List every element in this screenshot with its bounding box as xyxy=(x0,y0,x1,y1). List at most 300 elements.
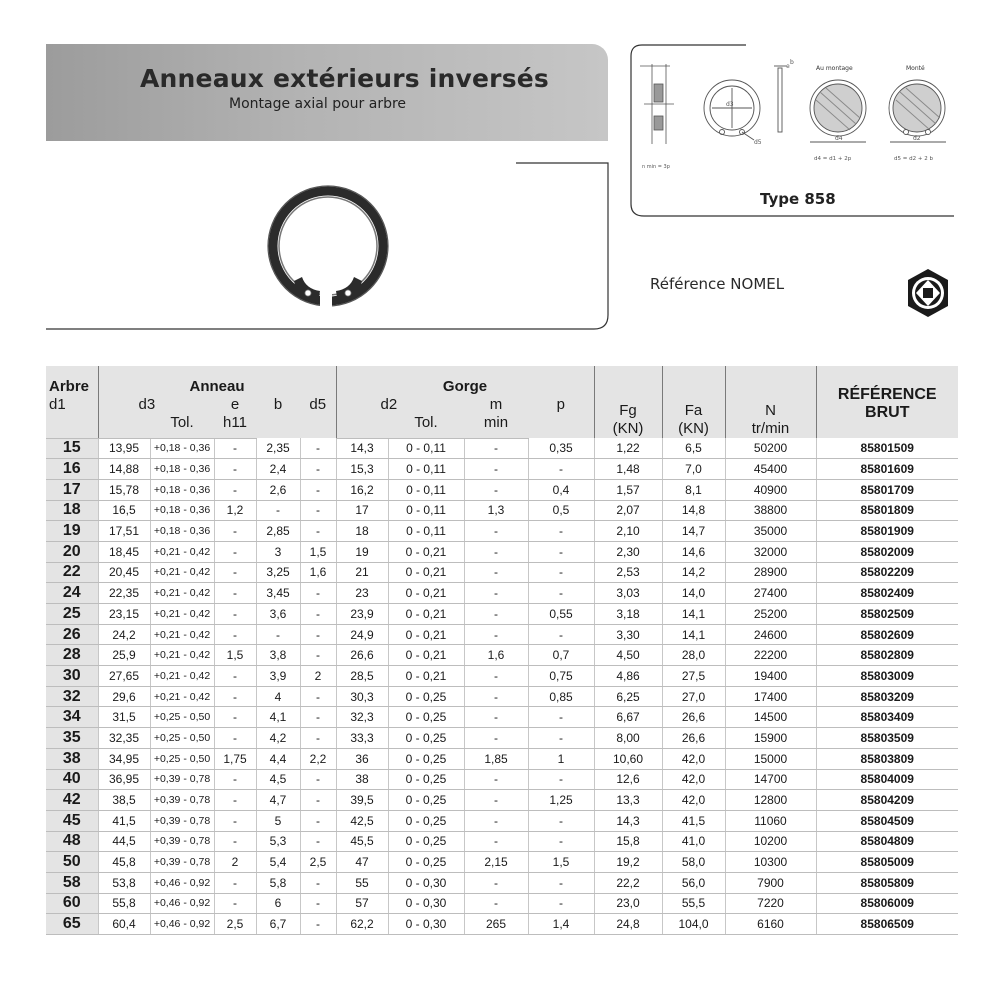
cell-arbre-d1: 58 xyxy=(46,872,98,893)
cell-m: - xyxy=(464,810,528,831)
cell-fg: 23,0 xyxy=(594,893,662,914)
table-row xyxy=(46,790,958,811)
cell-reference: 85805809 xyxy=(816,872,958,893)
table-row xyxy=(46,521,958,542)
cell-d3-tol: +0,18 - 0,36 xyxy=(150,521,214,542)
cell-e: 2 xyxy=(214,852,256,873)
cell-m: - xyxy=(464,624,528,645)
cell-d5: - xyxy=(300,831,336,852)
label-e: e xyxy=(786,63,790,70)
cell-e: 2,5 xyxy=(214,914,256,935)
header-fa xyxy=(662,366,725,438)
header-min: min xyxy=(464,414,528,438)
table-row xyxy=(46,769,958,790)
cell-b: 4,1 xyxy=(256,707,300,728)
cell-d3: 31,5 xyxy=(98,707,150,728)
cell-fg: 3,03 xyxy=(594,583,662,604)
header-b: b xyxy=(256,396,300,438)
cell-reference: 85801509 xyxy=(816,438,958,459)
cell-m: - xyxy=(464,583,528,604)
cell-fg: 12,6 xyxy=(594,769,662,790)
cell-d3: 38,5 xyxy=(98,790,150,811)
header-ref-line1: RÉFÉRENCE xyxy=(837,386,937,403)
header-d1: d1 xyxy=(46,396,98,414)
cell-arbre-d1: 15 xyxy=(46,438,98,459)
cell-d5: - xyxy=(300,707,336,728)
cell-b: 4,2 xyxy=(256,728,300,749)
cell-d5: - xyxy=(300,686,336,707)
cell-n: 38800 xyxy=(725,500,816,521)
cell-d2: 23,9 xyxy=(336,604,388,625)
cell-m: - xyxy=(464,872,528,893)
cell-n: 15000 xyxy=(725,748,816,769)
cell-e: - xyxy=(214,459,256,480)
cell-n: 7900 xyxy=(725,872,816,893)
cell-d3-tol: +0,21 - 0,42 xyxy=(150,562,214,583)
table-row xyxy=(46,438,958,459)
cell-b: 3,25 xyxy=(256,562,300,583)
cell-p: - xyxy=(528,707,594,728)
cell-n: 11060 xyxy=(725,810,816,831)
cell-reference: 85802409 xyxy=(816,583,958,604)
cell-d5: - xyxy=(300,645,336,666)
cell-e: - xyxy=(214,790,256,811)
header-fg-label: Fg xyxy=(619,402,637,419)
cell-d3: 44,5 xyxy=(98,831,150,852)
header-ref-line2: BRUT xyxy=(865,404,910,421)
cell-arbre-d1: 48 xyxy=(46,831,98,852)
cell-d2: 18 xyxy=(336,521,388,542)
cell-d3-tol: +0,39 - 0,78 xyxy=(150,790,214,811)
cell-e: 1,5 xyxy=(214,645,256,666)
cell-d3-tol: +0,46 - 0,92 xyxy=(150,893,214,914)
cell-n: 24600 xyxy=(725,624,816,645)
cell-fa: 55,5 xyxy=(662,893,725,914)
header-empty xyxy=(46,414,98,438)
cell-b: 5 xyxy=(256,810,300,831)
table-row xyxy=(46,810,958,831)
label-d5: d5 xyxy=(754,139,762,146)
cell-fg: 8,00 xyxy=(594,728,662,749)
cell-fa: 27,5 xyxy=(662,666,725,687)
table-row xyxy=(46,645,958,666)
cell-d3: 60,4 xyxy=(98,914,150,935)
cell-n: 32000 xyxy=(725,541,816,562)
cell-d5: 2 xyxy=(300,666,336,687)
table-row xyxy=(46,583,958,604)
cell-n: 22200 xyxy=(725,645,816,666)
cell-d2-tol: 0 - 0,11 xyxy=(388,479,464,500)
cell-d2-tol: 0 - 0,25 xyxy=(388,748,464,769)
cell-n: 14700 xyxy=(725,769,816,790)
formula-d5: d5 = d2 + 2 b xyxy=(894,156,933,162)
cell-d2: 39,5 xyxy=(336,790,388,811)
cell-b: 2,85 xyxy=(256,521,300,542)
assembly-drawing xyxy=(810,80,866,142)
label-b: b xyxy=(790,59,794,66)
cell-m: - xyxy=(464,790,528,811)
cell-d2: 42,5 xyxy=(336,810,388,831)
cell-d3-tol: +0,21 - 0,42 xyxy=(150,583,214,604)
cell-d3: 15,78 xyxy=(98,479,150,500)
cell-d5: - xyxy=(300,459,336,480)
ring-side-view-drawing xyxy=(774,66,786,132)
cell-d5: - xyxy=(300,604,336,625)
cell-fg: 1,48 xyxy=(594,459,662,480)
cell-arbre-d1: 28 xyxy=(46,645,98,666)
cell-e: - xyxy=(214,604,256,625)
cell-fa: 28,0 xyxy=(662,645,725,666)
cell-b: 5,8 xyxy=(256,872,300,893)
cell-d2: 26,6 xyxy=(336,645,388,666)
cell-arbre-d1: 38 xyxy=(46,748,98,769)
cell-d3: 24,2 xyxy=(98,624,150,645)
cell-fa: 14,0 xyxy=(662,583,725,604)
cell-d2: 23 xyxy=(336,583,388,604)
cell-e: - xyxy=(214,872,256,893)
cell-fg: 10,60 xyxy=(594,748,662,769)
cell-n: 10200 xyxy=(725,831,816,852)
header-n-unit: tr/min xyxy=(751,420,790,437)
cell-b: 5,4 xyxy=(256,852,300,873)
cell-d3: 23,15 xyxy=(98,604,150,625)
cell-arbre-d1: 65 xyxy=(46,914,98,935)
cell-d5: - xyxy=(300,893,336,914)
cell-arbre-d1: 50 xyxy=(46,852,98,873)
table-row xyxy=(46,686,958,707)
cell-fa: 14,1 xyxy=(662,604,725,625)
cell-fg: 13,3 xyxy=(594,790,662,811)
table-row xyxy=(46,707,958,728)
cell-p: 1 xyxy=(528,748,594,769)
cell-d2-tol: 0 - 0,21 xyxy=(388,624,464,645)
cell-reference: 85803409 xyxy=(816,707,958,728)
cell-d5: 1,5 xyxy=(300,541,336,562)
label-d4: d4 xyxy=(835,135,843,142)
cell-b: 5,3 xyxy=(256,831,300,852)
cell-e: - xyxy=(214,728,256,749)
cell-d3: 53,8 xyxy=(98,872,150,893)
cell-b: 3 xyxy=(256,541,300,562)
header-tol2: Tol. xyxy=(388,414,464,438)
cell-n: 50200 xyxy=(725,438,816,459)
cell-e: - xyxy=(214,541,256,562)
cell-d3-tol: +0,18 - 0,36 xyxy=(150,438,214,459)
cell-arbre-d1: 17 xyxy=(46,479,98,500)
header-p: p xyxy=(528,396,594,438)
cell-d5: - xyxy=(300,790,336,811)
cell-fg: 15,8 xyxy=(594,831,662,852)
header-fg xyxy=(594,366,662,438)
cell-fa: 26,6 xyxy=(662,707,725,728)
cell-d3-tol: +0,39 - 0,78 xyxy=(150,810,214,831)
header-d3: d3 xyxy=(98,396,214,414)
cell-d2: 57 xyxy=(336,893,388,914)
cell-b: 4,5 xyxy=(256,769,300,790)
cell-fg: 6,67 xyxy=(594,707,662,728)
cell-fg: 19,2 xyxy=(594,852,662,873)
cell-d5: - xyxy=(300,914,336,935)
cell-d5: - xyxy=(300,872,336,893)
cell-p: 0,5 xyxy=(528,500,594,521)
cell-d2-tol: 0 - 0,11 xyxy=(388,521,464,542)
cell-d3-tol: +0,18 - 0,36 xyxy=(150,459,214,480)
cell-n: 10300 xyxy=(725,852,816,873)
cell-fa: 41,0 xyxy=(662,831,725,852)
cell-d5: 2,2 xyxy=(300,748,336,769)
cell-d3: 36,95 xyxy=(98,769,150,790)
cell-p: 1,5 xyxy=(528,852,594,873)
cell-b: 6,7 xyxy=(256,914,300,935)
cell-fa: 8,1 xyxy=(662,479,725,500)
cell-reference: 85803509 xyxy=(816,728,958,749)
cell-d2-tol: 0 - 0,21 xyxy=(388,583,464,604)
cell-d2: 32,3 xyxy=(336,707,388,728)
table-row xyxy=(46,604,958,625)
table-row xyxy=(46,624,958,645)
cell-d3-tol: +0,25 - 0,50 xyxy=(150,748,214,769)
cell-d3: 20,45 xyxy=(98,562,150,583)
cell-d3-tol: +0,25 - 0,50 xyxy=(150,707,214,728)
cell-d3-tol: +0,21 - 0,42 xyxy=(150,541,214,562)
header-d2-blank xyxy=(336,414,388,438)
cell-fa: 27,0 xyxy=(662,686,725,707)
cell-m: - xyxy=(464,438,528,459)
cell-fa: 14,2 xyxy=(662,562,725,583)
cell-fa: 6,5 xyxy=(662,438,725,459)
header-d3-blank xyxy=(98,414,150,438)
cell-m: - xyxy=(464,769,528,790)
cell-b: 4,7 xyxy=(256,790,300,811)
cell-d3: 25,9 xyxy=(98,645,150,666)
header-tol: Tol. xyxy=(150,414,214,438)
cell-d2-tol: 0 - 0,25 xyxy=(388,852,464,873)
cell-reference: 85804809 xyxy=(816,831,958,852)
table-header xyxy=(46,366,958,438)
header-gorge: Gorge xyxy=(336,366,594,396)
cell-m: - xyxy=(464,707,528,728)
cell-d3: 32,35 xyxy=(98,728,150,749)
cell-p: - xyxy=(528,541,594,562)
cell-arbre-d1: 26 xyxy=(46,624,98,645)
cell-d2-tol: 0 - 0,25 xyxy=(388,686,464,707)
cell-p: - xyxy=(528,893,594,914)
cell-p: - xyxy=(528,624,594,645)
header-fa-label: Fa xyxy=(684,402,703,419)
table-row xyxy=(46,831,958,852)
cell-m: - xyxy=(464,604,528,625)
cell-n: 12800 xyxy=(725,790,816,811)
cell-e: - xyxy=(214,769,256,790)
cell-p: - xyxy=(528,583,594,604)
cell-reference: 85803809 xyxy=(816,748,958,769)
cell-arbre-d1: 22 xyxy=(46,562,98,583)
cell-reference: 85801709 xyxy=(816,479,958,500)
cell-d2-tol: 0 - 0,30 xyxy=(388,872,464,893)
cell-reference: 85802609 xyxy=(816,624,958,645)
cell-n: 28900 xyxy=(725,562,816,583)
cell-d5: - xyxy=(300,810,336,831)
cell-reference: 85803009 xyxy=(816,666,958,687)
cell-d3: 16,5 xyxy=(98,500,150,521)
cell-d3-tol: +0,39 - 0,78 xyxy=(150,769,214,790)
cell-n: 14500 xyxy=(725,707,816,728)
cross-section-drawing xyxy=(640,64,674,144)
page-title: Anneaux extérieurs inversés xyxy=(140,64,550,93)
cell-fa: 42,0 xyxy=(662,769,725,790)
header-d5: d5 xyxy=(300,396,336,438)
cell-b: 4 xyxy=(256,686,300,707)
cell-fg: 2,30 xyxy=(594,541,662,562)
cell-d5: - xyxy=(300,583,336,604)
cell-arbre-d1: 24 xyxy=(46,583,98,604)
cell-fa: 104,0 xyxy=(662,914,725,935)
header-n xyxy=(725,366,816,438)
cell-fg: 1,22 xyxy=(594,438,662,459)
cell-e: - xyxy=(214,666,256,687)
cell-d2: 36 xyxy=(336,748,388,769)
cell-b: 6 xyxy=(256,893,300,914)
cell-reference: 85805009 xyxy=(816,852,958,873)
cell-d3: 34,95 xyxy=(98,748,150,769)
cell-m: - xyxy=(464,521,528,542)
cell-d3-tol: +0,39 - 0,78 xyxy=(150,831,214,852)
cell-m: - xyxy=(464,686,528,707)
cell-d3-tol: +0,21 - 0,42 xyxy=(150,645,214,666)
cell-m: - xyxy=(464,666,528,687)
cell-e: - xyxy=(214,562,256,583)
cell-m: - xyxy=(464,479,528,500)
formula-min: n min = 3p xyxy=(642,164,670,170)
cell-fg: 6,25 xyxy=(594,686,662,707)
cell-d3: 29,6 xyxy=(98,686,150,707)
cell-p: 0,35 xyxy=(528,438,594,459)
label-d3: d3 xyxy=(726,101,734,108)
cell-m: - xyxy=(464,728,528,749)
cell-fa: 42,0 xyxy=(662,790,725,811)
cell-fg: 22,2 xyxy=(594,872,662,893)
cell-d3: 55,8 xyxy=(98,893,150,914)
reference-label: Référence NOMEL xyxy=(650,275,785,293)
cell-m: - xyxy=(464,831,528,852)
cell-p: - xyxy=(528,728,594,749)
table-row xyxy=(46,872,958,893)
cell-d3: 18,45 xyxy=(98,541,150,562)
cell-d3-tol: +0,46 - 0,92 xyxy=(150,872,214,893)
cell-m: 1,6 xyxy=(464,645,528,666)
cell-arbre-d1: 25 xyxy=(46,604,98,625)
cell-p: - xyxy=(528,562,594,583)
cell-p: 1,4 xyxy=(528,914,594,935)
cell-fg: 1,57 xyxy=(594,479,662,500)
cell-fg: 3,18 xyxy=(594,604,662,625)
cell-d3: 17,51 xyxy=(98,521,150,542)
cell-n: 19400 xyxy=(725,666,816,687)
cell-reference: 85801909 xyxy=(816,521,958,542)
cell-arbre-d1: 30 xyxy=(46,666,98,687)
cell-e: - xyxy=(214,893,256,914)
header-d2: d2 xyxy=(336,396,464,414)
cell-d3-tol: +0,18 - 0,36 xyxy=(150,500,214,521)
cell-b: 3,9 xyxy=(256,666,300,687)
cell-d2: 17 xyxy=(336,500,388,521)
page-subtitle: Montage axial pour arbre xyxy=(229,96,407,112)
cell-m: - xyxy=(464,459,528,480)
table-row xyxy=(46,728,958,749)
cell-e: - xyxy=(214,583,256,604)
cell-p: 0,55 xyxy=(528,604,594,625)
cell-m: - xyxy=(464,893,528,914)
cell-n: 25200 xyxy=(725,604,816,625)
cell-d2: 33,3 xyxy=(336,728,388,749)
cell-n: 15900 xyxy=(725,728,816,749)
cell-d3-tol: +0,46 - 0,92 xyxy=(150,914,214,935)
cell-e: - xyxy=(214,521,256,542)
cell-d5: - xyxy=(300,728,336,749)
label-monte: Monté xyxy=(906,65,925,72)
cell-d2-tol: 0 - 0,30 xyxy=(388,914,464,935)
cell-reference: 85804209 xyxy=(816,790,958,811)
table-row xyxy=(46,914,958,935)
cell-d2: 28,5 xyxy=(336,666,388,687)
cell-n: 7220 xyxy=(725,893,816,914)
cell-d2: 62,2 xyxy=(336,914,388,935)
cell-p: 1,25 xyxy=(528,790,594,811)
cell-reference: 85803209 xyxy=(816,686,958,707)
cell-n: 17400 xyxy=(725,686,816,707)
cell-b: 3,6 xyxy=(256,604,300,625)
cell-b: 2,6 xyxy=(256,479,300,500)
cell-d2: 16,2 xyxy=(336,479,388,500)
cell-arbre-d1: 19 xyxy=(46,521,98,542)
cell-reference: 85802509 xyxy=(816,604,958,625)
formula-d4: d4 = d1 + 2p xyxy=(814,156,852,162)
cell-d2-tol: 0 - 0,21 xyxy=(388,541,464,562)
cell-b: 2,35 xyxy=(256,438,300,459)
cell-fa: 14,1 xyxy=(662,624,725,645)
cell-d3-tol: +0,21 - 0,42 xyxy=(150,666,214,687)
cell-e: - xyxy=(214,479,256,500)
cell-p: 0,75 xyxy=(528,666,594,687)
cell-fa: 58,0 xyxy=(662,852,725,873)
header-reference xyxy=(816,366,958,438)
label-au-montage: Au montage xyxy=(816,65,853,72)
cell-arbre-d1: 34 xyxy=(46,707,98,728)
cell-fa: 42,0 xyxy=(662,748,725,769)
cell-fg: 3,30 xyxy=(594,624,662,645)
cell-arbre-d1: 45 xyxy=(46,810,98,831)
cell-fg: 2,10 xyxy=(594,521,662,542)
cell-p: 0,85 xyxy=(528,686,594,707)
cell-fg: 4,86 xyxy=(594,666,662,687)
cell-p: 0,7 xyxy=(528,645,594,666)
cell-e: - xyxy=(214,438,256,459)
cell-reference: 85801809 xyxy=(816,500,958,521)
cell-m: 265 xyxy=(464,914,528,935)
cell-d2-tol: 0 - 0,21 xyxy=(388,604,464,625)
cell-d2: 19 xyxy=(336,541,388,562)
cell-d2: 38 xyxy=(336,769,388,790)
cell-d3-tol: +0,18 - 0,36 xyxy=(150,479,214,500)
cell-m: - xyxy=(464,562,528,583)
cell-reference: 85806509 xyxy=(816,914,958,935)
cell-d2: 21 xyxy=(336,562,388,583)
cell-d5: 2,5 xyxy=(300,852,336,873)
cell-d3-tol: +0,21 - 0,42 xyxy=(150,604,214,625)
type-label: Type 858 xyxy=(760,190,836,208)
cell-d2-tol: 0 - 0,25 xyxy=(388,769,464,790)
table-row xyxy=(46,479,958,500)
